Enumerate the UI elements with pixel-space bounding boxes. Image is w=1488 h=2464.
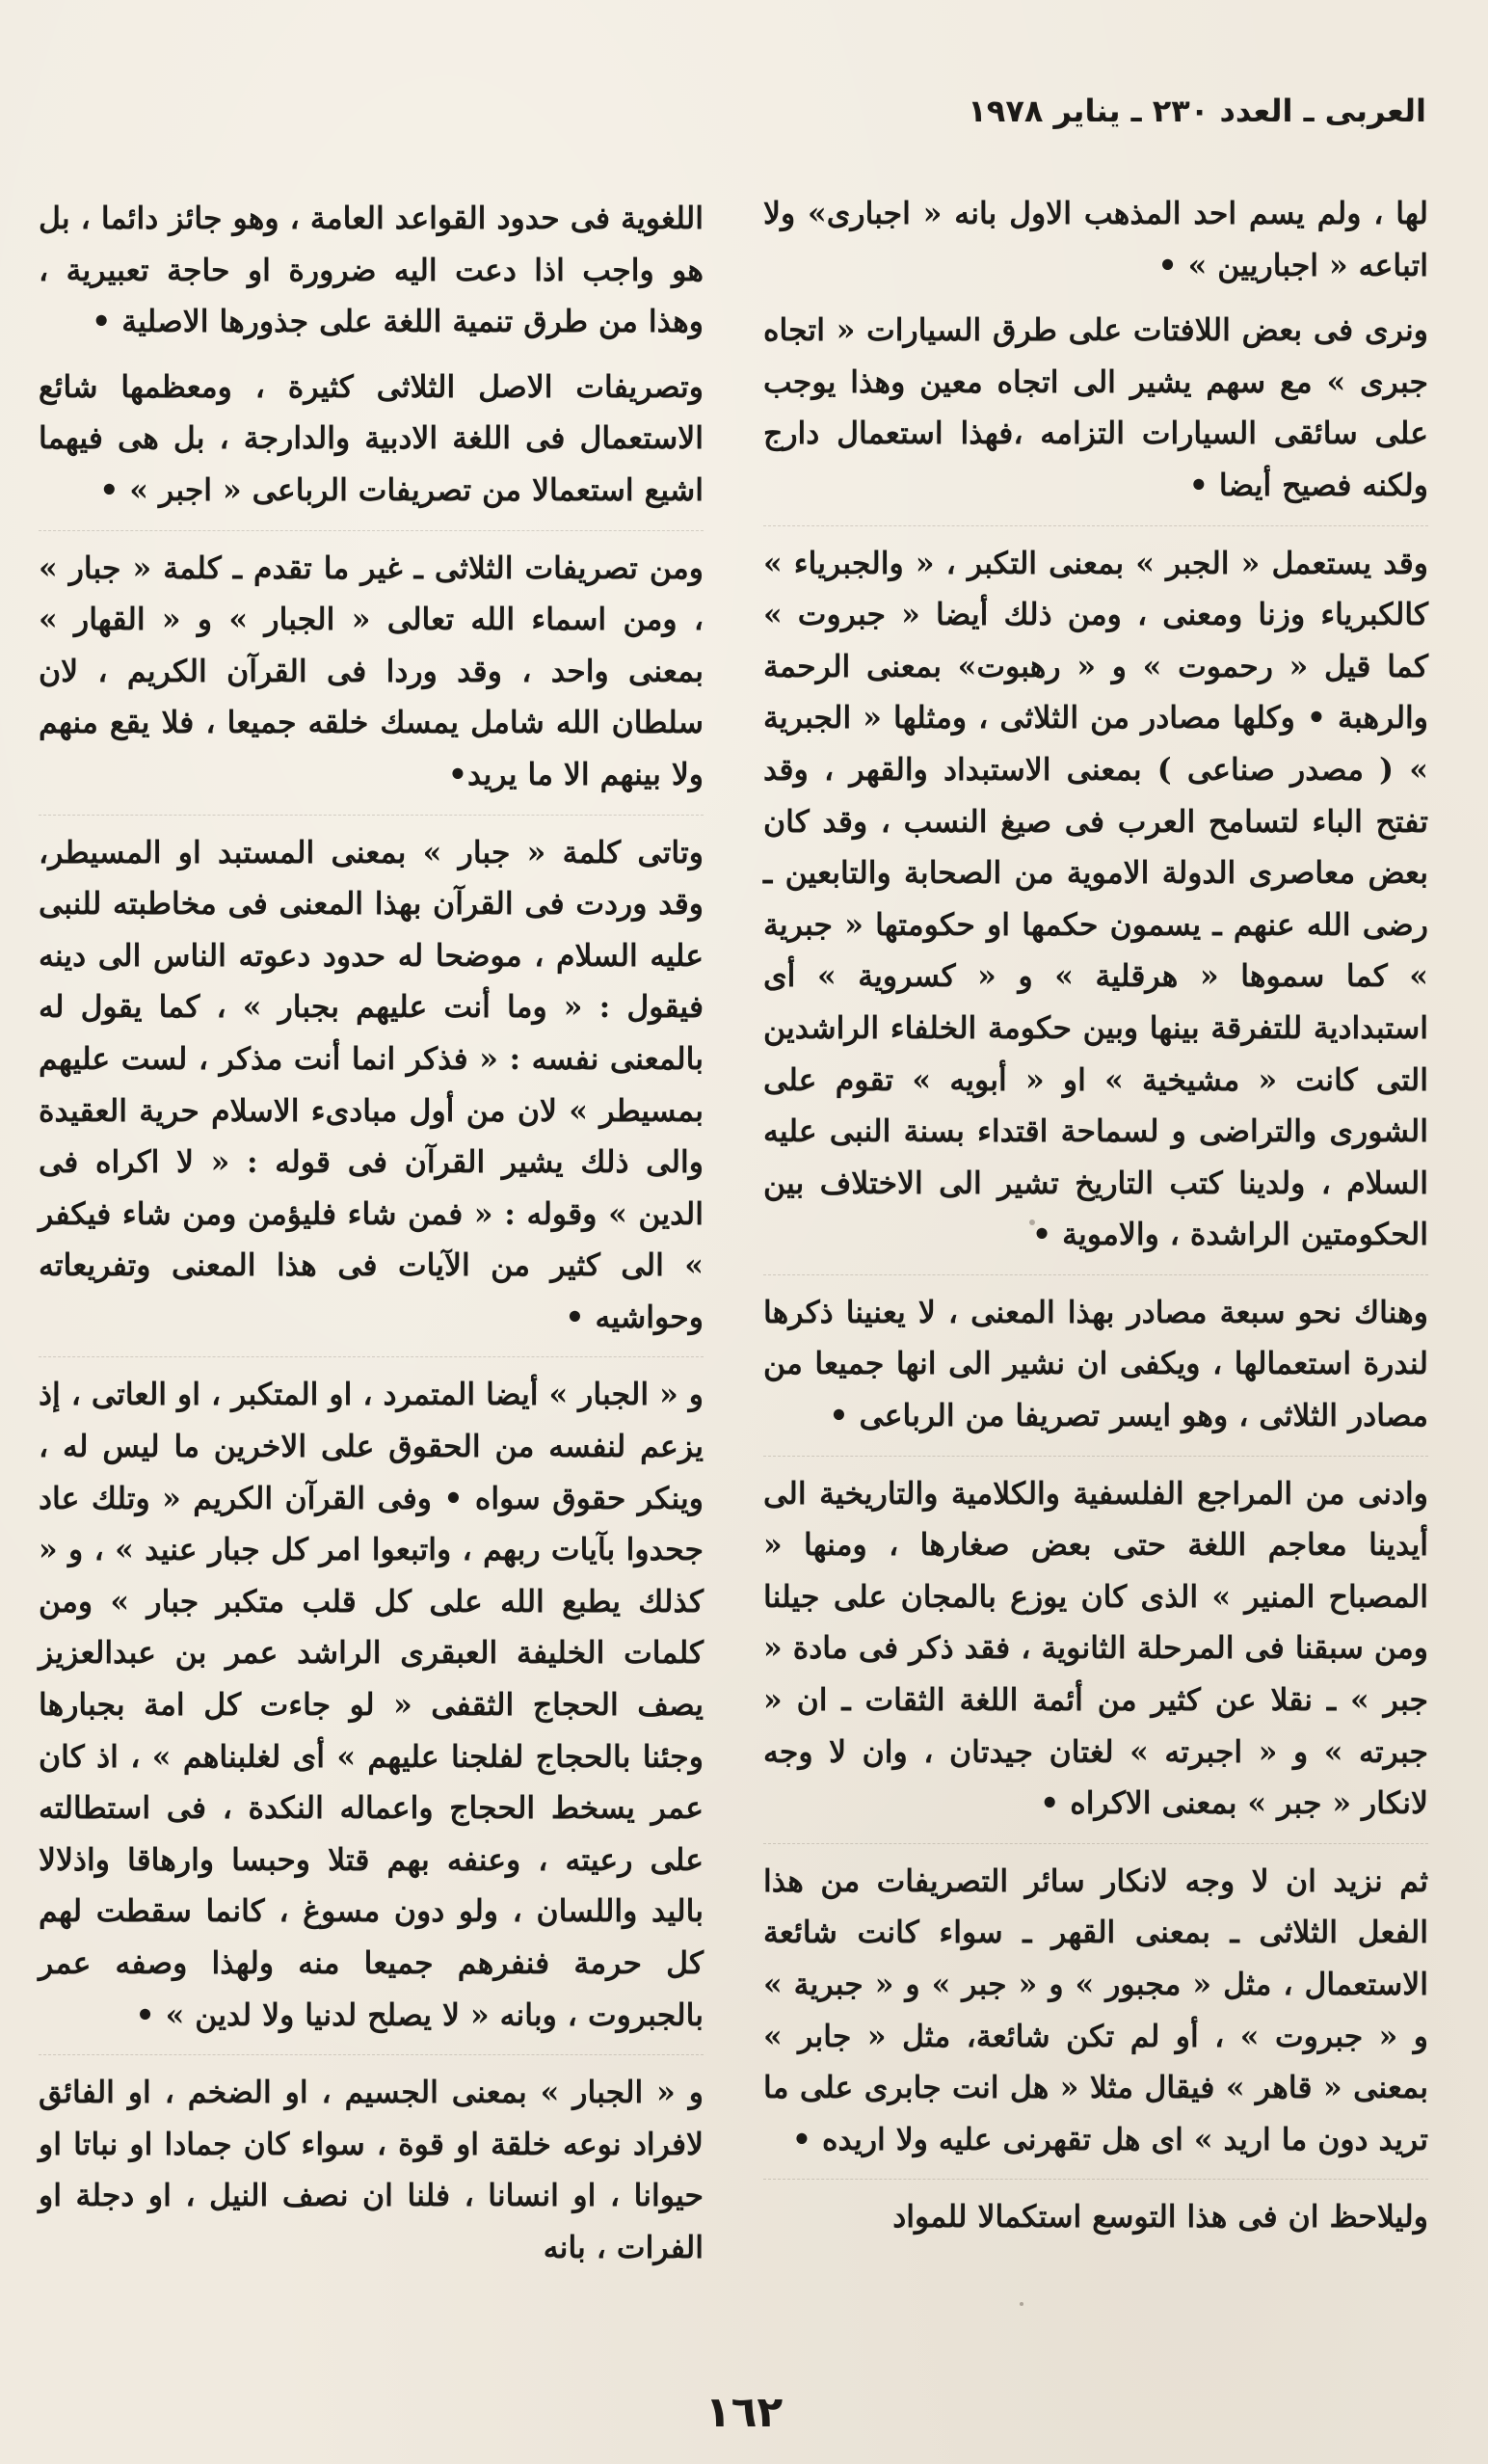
paragraph: ومن تصريفات الثلاثى ـ غير ما تقدم ـ كلمة « جبار » ، ومن اسماء الله تعالى « الجبار » و « القهار » بمعنى واحد ، وقد وردا فى القرآن الكريم ، لان سلطان الله شامل يمسك خلقه جميعا ، فلا يقع منهم ولا بينهم الا ما يريد• — [39, 549, 704, 792]
paragraph-divider — [763, 2179, 1428, 2180]
paragraph: ونرى فى بعض اللافتات على طرق السيارات « اتجاه جبرى » مع سهم يشير الى اتجاه معين وهذا يوجب على سائقى السيارات التزامه ،فهذا استعمال دارج ولكنه فصيح أيضا • — [763, 312, 1428, 503]
scan-speck — [1020, 2302, 1023, 2306]
paragraph-divider — [763, 1456, 1428, 1457]
paragraph: وهناك نحو سبعة مصادر بهذا المعنى ، لا يعنينا ذكرها لندرة استعمالها ، ويكفى ان نشير الى انها جميعا من مصادر الثلاثى ، وهو ايسر تصريفا من الرباعى • — [763, 1294, 1428, 1434]
paragraph-divider — [39, 1356, 704, 1357]
paragraph: اللغوية فى حدود القواعد العامة ، وهو جائز دائما ، بل هو واجب اذا دعت اليه ضرورة او حاجة تعبيرية ، وهذا من طرق تنمية اللغة على جذورها الاصلية • — [39, 201, 704, 340]
paragraph: ثم نزيد ان لا وجه لانكار سائر التصريفات من هذا الفعل الثلاثى ـ بمعنى القهر ـ سواء كانت شائعة الاستعمال ، مثل « مجبور » و « جبر » و « جبرية » و « جبروت » ، أو لم تكن شائعة، مثل « جابر » بمعنى « قاهر » فيقال مثلا « هل انت جابرى على ما تريد دون ما اريد » اى هل تقهرنى عليه ولا اريده • — [763, 1862, 1428, 2157]
paragraph-divider — [763, 1843, 1428, 1844]
paragraph-divider — [39, 815, 704, 816]
paragraph-divider — [763, 1274, 1428, 1275]
page-number: ١٦٢ — [704, 2388, 784, 2437]
paragraph: وليلاحظ ان فى هذا التوسع استكمالا للمواد — [892, 2199, 1428, 2236]
paragraph-divider — [39, 2054, 704, 2055]
right-column — [763, 188, 1428, 2257]
paragraph: وقد يستعمل « الجبر » بمعنى التكبر ، « والجبرياء » كالكبرياء وزنا ومعنى ، ومن ذلك أيضا « جبروت » كما قيل « رحموت » و « رهبوت» بمعنى الرحمة والرهبة • وكلها مصادر من الثلاثى ، ومثلها « الجبرية » ( مصدر صناعى ) بمعنى الاستبداد والقهر ، وقد تفتح الباء لتسامح العرب فى صيغ النسب ، وقد كان بعض معاصرى الدولة الاموية من الصحابة والتابعين ـ رضى الله عنهم ـ يسمون حكمها او حكومتها « جبرية » كما سموها « هرقلية » و « كسروية » أى استبدادية للتفرقة بينها وبين حكومة الخلفاء الراشدين التى كانت « مشيخية » او « أبويه » تقوم على الشورى والتراضى و لسماحة اقتداء بسنة النبى عليه السلام ، ولدينا كتب التاريخ تشير الى الاختلاف بين الحكومتين الراشدة ، والاموية • — [763, 545, 1428, 1253]
paragraph-divider — [763, 525, 1428, 526]
paragraph: وادنى من المراجع الفلسفية والكلامية والتاريخية الى أيدينا معاجم اللغة حتى بعض صغارها ، ومنها « المصباح المنير » الذى كان يوزع بالمجان على جيلنا ومن سبقنا فى المرحلة الثانوية ، فقد ذكر فى مادة « جبر » ـ نقلا عن كثير من أئمة اللغة الثقات ـ ان « جبرته » و « اجبرته » لغتان جيدتان ، وان لا وجه لانكار « جبر » بمعنى الاكراه • — [763, 1475, 1428, 1822]
paragraph-divider — [39, 530, 704, 531]
left-column — [39, 193, 704, 2288]
scan-speck — [1029, 1219, 1035, 1225]
running-header: العربى ـ العدد ٢٣٠ ـ يناير ١٩٧٨ — [968, 93, 1426, 129]
paragraph: و « الجبار » بمعنى الجسيم ، او الضخم ، او الفائق لافراد نوعه خلقة او قوة ، سواء كان جمادا او نباتا او حيوانا ، او انسانا ، فلنا ان نصف النيل ، او دجلة او الفرات ، بانه — [39, 2075, 704, 2265]
paragraph: و « الجبار » أيضا المتمرد ، او المتكبر ، او العاتى ، إذ يزعم لنفسه من الحقوق على الاخرين ما ليس له ، وينكر حقوق سواه • وفى القرآن الكريم « وتلك عاد جحدوا بآيات ربهم ، واتبعوا امر كل جبار عنيد » ، و « كذلك يطبع الله على كل قلب متكبر جبار » ومن كلمات الخليفة العبقرى الراشد عمر بن عبدالعزيز يصف الحجاج الثقفى « لو جاءت كل امة بجبارها وجئنا بالحجاج لفلجنا عليهم » أى لغلبناهم » ، اذ كان عمر يسخط الحجاج واعماله النكدة ، فى استطالته على رعيته ، وعنفه بهم قتلا وحبسا وارهاقا واذلالا باليد واللسان ، ولو دون مسوغ ، كانما سقطت لهم كل حرمة فنفرهم جميعا منه ولهذا وصفه عمر بالجبروت ، وبانه « لا يصلح لدنيا ولا لدين » • — [39, 1377, 704, 2033]
paragraph: وتاتى كلمة « جبار » بمعنى المستبد او المسيطر، وقد وردت فى القرآن بهذا المعنى فى مخاطبته للنبى عليه السلام ، موضحا له حدود دعوته الناس الى دينه فيقول : « وما أنت عليهم بجبار » ، كما يقول له بالمعنى نفسه : « فذكر انما أنت مذكر ، لست عليهم بمسيطر » لان من أول مبادىء الاسلام حرية العقيدة والى ذلك يشير القرآن فى قوله : « لا اكراه فى الدين » وقوله : « فمن شاء فليؤمن ومن شاء فيكفر » الى كثير من الآيات فى هذا المعنى وتفريعاته وحواشيه • — [39, 834, 704, 1335]
paragraph: وتصريفات الاصل الثلاثى كثيرة ، ومعظمها شائع الاستعمال فى اللغة الادبية والدارجة ، بل هى فيهما اشيع استعمالا من تصريفات الرباعى « اجبر » • — [39, 368, 704, 508]
paragraph: لها ، ولم يسم احد المذهب الاول بانه « اجبارى» ولا اتباعه « اجباريين » • — [763, 196, 1428, 283]
